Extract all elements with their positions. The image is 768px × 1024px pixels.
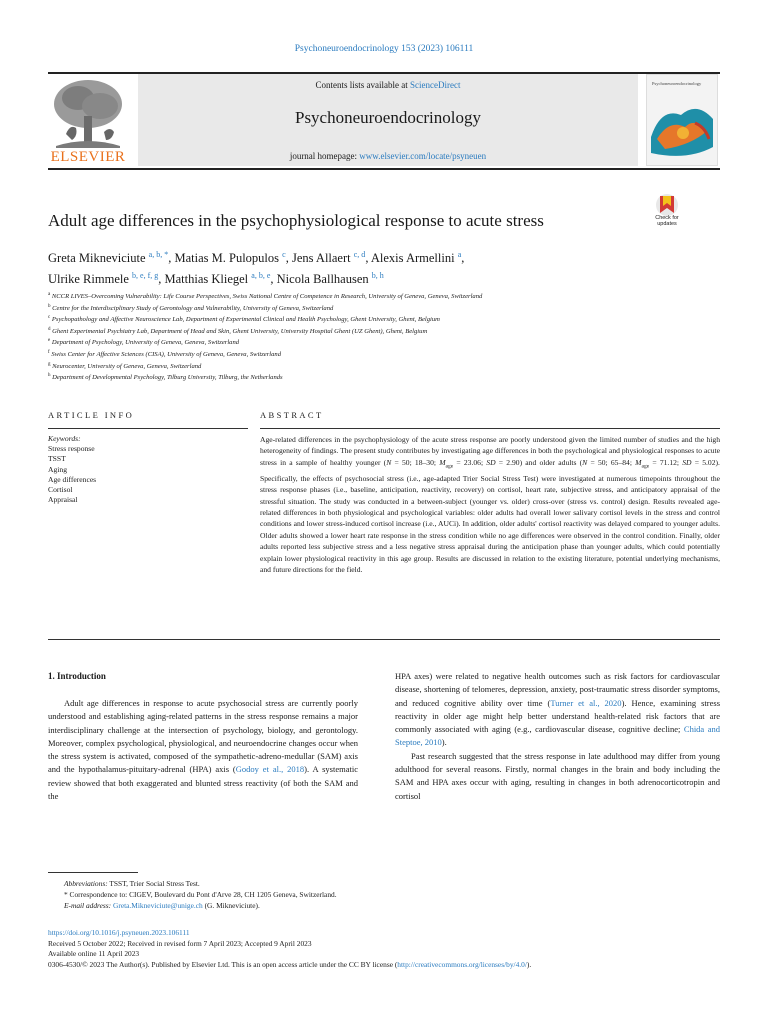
contents-prefix: Contents lists available at	[315, 80, 410, 90]
email-link[interactable]: Greta.Mikneviciute@unige.ch	[113, 901, 203, 910]
journal-title: Psychoneuroendocrinology	[294, 108, 482, 127]
article-info-heading: ARTICLE INFO	[48, 410, 135, 420]
footnotes	[48, 878, 720, 911]
author-list: Greta Mikneviciute $^{a, b, *}$, Matias M. Pulopulos $^c$, Jens Allaert $^{c, d}$, Alexis Armellini $^a$, Ulrike Rimmele $^{b, e, f, g}$, Matthias Kliegel $^{a, b, e}$, Nicola Ballhausen $^{b, h}$	[48, 250, 465, 287]
author[interactable]: Jens Allaert $^{c, d}$	[291, 250, 366, 266]
author[interactable]: Nicola Ballhausen $^{b, h}$	[276, 271, 384, 287]
affiliation: $^f$ Swiss Center for Affective Sciences (CISA), University of Geneva, Geneva, Switzerland	[48, 349, 282, 359]
abstract-heading: ABSTRACT	[260, 410, 324, 420]
body-column-right	[395, 670, 720, 803]
badge-line-2: updates	[657, 221, 677, 227]
contents-line	[138, 80, 638, 90]
paragraph: HPA axes) were related to negative health outcomes such as risk factors for cardiovascular disease, shortening of telomeres, depression, anxiety, post-traumatic stress disorder symptoms, and reduced cognitive ability over time (Turner et al., 2020). Hence, examining stress reactivity in older age might help better understand health-related risk factors that are commonly associated with aging (e.g., cardiovascular disease, cognitive decline; Chida and Steptoe, 2010).	[395, 671, 720, 748]
cover-title: Psychoneuroendocrinology	[652, 81, 702, 86]
keyword: Age differences	[48, 474, 97, 484]
keyword: Stress response	[48, 444, 95, 454]
abstract-rule	[260, 428, 720, 429]
paragraph: Adult age differences in response to acute psychosocial stress are currently poorly understood and establishing aging-related patterns in the stress response remains a major interdisciplinary challenge at the intersection of psychology, biology, and gerontology. Moreover, complex psychological, physiological, and neuroendocrine changes occur when the stress system is activated, composed of the sympathetic-adreno-medullar (SAM) axis and the hypothalamus-pituitary-adrenal (HPA) axis (Godoy et al., 2018). A systematic review showed that both exaggerated and blunted stress reactivity (of both the SAM and the	[48, 698, 358, 802]
cover-art-icon	[647, 97, 717, 161]
author[interactable]: Matthias Kliegel $^{a, b, e}$	[164, 271, 271, 287]
keyword: Appraisal	[48, 495, 78, 505]
author[interactable]: Matias M. Pulopulos $^c$	[174, 250, 286, 266]
journal-citation[interactable]: Psychoneuroendocrinology 153 (2023) 106111	[294, 44, 474, 54]
affiliation: $^c$ Psychopathology and Affective Neuroscience Lab, Department of Experimental Clinical and Health Psychology, Ghent University, Ghent, Belgium	[48, 315, 440, 324]
license-line: 0306-4530/© 2023 The Author(s). Published by Elsevier Ltd. This is an open access article under the CC BY license (http://creativecommons.org/licenses/by/4.0/).	[48, 959, 532, 969]
keywords-label: Keywords:	[48, 434, 81, 443]
abbreviations-note: Abbreviations: TSST, Trier Social Stress Test.	[64, 879, 200, 888]
keywords-block	[48, 434, 248, 505]
author[interactable]: Greta Mikneviciute $^{a, b, *}$	[48, 250, 169, 266]
affiliation: $^g$ Neurocenter, University of Geneva, Geneva, Switzerland	[48, 361, 202, 370]
email-note: E-mail address: Greta.Mikneviciute@unige.ch (G. Mikneviciute).	[64, 901, 260, 910]
check-for-updates-badge[interactable]	[646, 193, 688, 233]
homepage-link[interactable]: www.elsevier.com/locate/psyneuen	[359, 151, 487, 161]
citation-link[interactable]: Godoy et al., 2018	[235, 764, 305, 775]
badge-line-1: Check for	[655, 215, 679, 221]
available-online-date: Available online 11 April 2023	[48, 949, 140, 959]
sciencedirect-link[interactable]: ScienceDirect	[410, 80, 461, 90]
article-info-rule	[48, 428, 248, 429]
license-link[interactable]: http://creativecommons.org/licenses/by/4.0/	[397, 959, 527, 969]
footnote-rule	[48, 872, 138, 873]
article-title: Adult age differences in the psychophysiological response to acute stress	[48, 211, 544, 230]
citation-link[interactable]: Turner et al., 2020	[550, 697, 622, 708]
paragraph: Past research suggested that the stress response in late adulthood may differ from young adulthood for several reasons. Firstly, normal changes in the brain and body including the SAM and HPA axes occur with aging, resulting in changes in both adrenocorticotropin and cortisol	[395, 750, 720, 801]
homepage-prefix: journal homepage:	[289, 151, 360, 161]
abstract-text: Age-related differences in the psychophysiology of the acute stress response are poorly understood given the limited number of studies and the high heterogeneity of findings. The present study contributes by investigating age differences in both the psychological and physiological responses to acute stress in a sample of healthy younger (N = 50; 18–30; $M_{age} = 23.06$; SD = 2.90) and older adults (N = 50; 65–84; $M_{age} = 71.12$; SD = 5.02). Specifically, the effects of psychosocial stress (i.e., age-adapted Trier Social Stress Test) were investigated at numerous timepoints throughout the stress response phases (i.e., baseline, anticipation, reactivity, recovery) on cortisol, heart rate, subjective stress, and anticipatory appraisal of the stressful situation. The study was conducted in a between-subject (younger vs. older) cross-over (stress vs. control) design. Results revealed age-related differences in both physiological and psychological variables: older adults had overall lower salivary cortisol levels in the stress and control conditions and lower stress-induced cortisol increase (i.e., AUCi). In addition, older adults' cortisol reactivity was delayed compared to younger adults. Older adults showed a lower heart rate response in the stress condition while no age differences were observed in the control condition. Finally, older adults reported less subjective stress and a less negative stress appraisal during the anticipation phase than younger adults, which could potentially explain lower physiological reactivity in this age group. Results are discussed in relation to the existing literature, potential underlying mechanisms, and future directions for the field.	[260, 435, 720, 574]
author[interactable]: Ulrike Rimmele $^{b, e, f, g}$	[48, 271, 159, 287]
publisher-wordmark: ELSEVIER	[50, 149, 126, 165]
doi-link[interactable]: https://doi.org/10.1016/j.psyneuen.2023.106111	[48, 928, 190, 937]
affiliation: $^b$ Centre for the Interdisciplinary Study of Gerontology and Vulnerability, University of Geneva, Switzerland	[48, 303, 334, 312]
journal-cover-thumbnail[interactable]	[646, 74, 718, 166]
affiliation: $^h$ Department of Developmental Psychology, Tilburg University, Tilburg, the Netherlands	[48, 373, 283, 382]
keyword: TSST	[48, 454, 66, 464]
affiliation: $^a$ NCCR LIVES–Overcoming Vulnerability: Life Course Perspectives, Swiss National Centre of Competence in Research, University of Geneva, Geneva, Switzerland	[48, 292, 483, 301]
keyword: Aging	[48, 464, 67, 474]
header-rule-bottom	[48, 168, 720, 170]
abstract-bottom-rule	[48, 639, 720, 640]
section-heading-introduction: 1. Introduction	[48, 671, 106, 681]
received-dates: Received 5 October 2022; Received in revised form 7 April 2023; Accepted 9 April 2023	[48, 938, 312, 948]
author[interactable]: Alexis Armellini $^a$	[370, 250, 462, 266]
journal-homepage-line	[138, 151, 638, 161]
correspondence-note: * Correspondence to: CIGEV, Boulevard du Pont d'Arve 28, CH 1205 Geneva, Switzerland.	[64, 890, 337, 899]
affiliation: $^e$ Department of Psychology, University of Geneva, Geneva, Switzerland	[48, 338, 240, 347]
body-column-left	[48, 697, 358, 803]
article-metadata	[48, 928, 728, 970]
keyword: Cortisol	[48, 485, 73, 495]
affiliation-list	[48, 290, 728, 383]
affiliation: $^d$ Ghent Experimental Psychiatry Lab, Department of Head and Skin, Ghent University, University Hospital Ghent (UZ Ghent), Ghent, Belgium	[48, 326, 428, 335]
elsevier-logo	[48, 76, 128, 166]
citation-link[interactable]: Chida and Steptoe, 2010	[395, 724, 720, 748]
